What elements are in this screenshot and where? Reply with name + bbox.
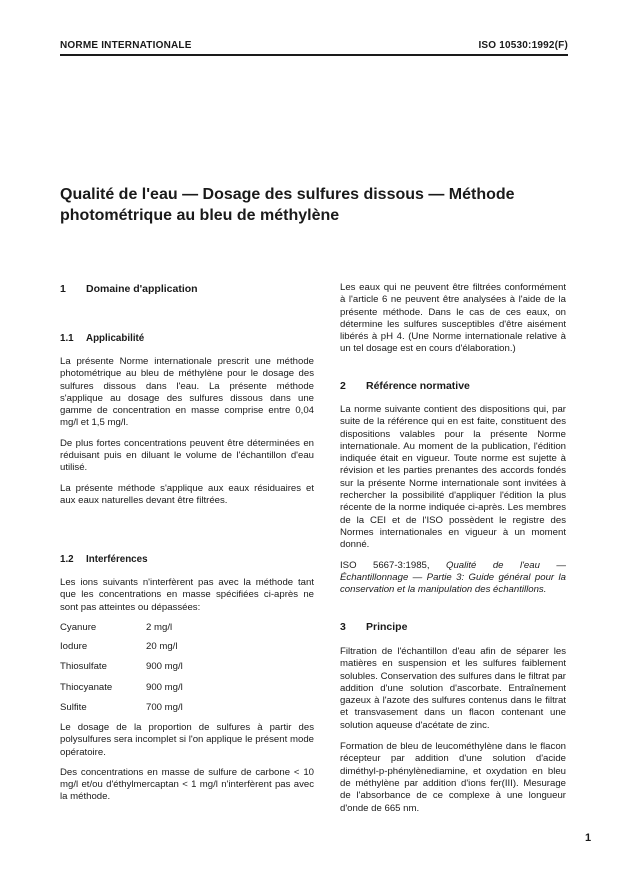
- section-1-heading: [60, 283, 198, 295]
- limit-value: 900 mg/l: [146, 682, 183, 693]
- header-standard-number: ISO 10530:1992(F): [478, 40, 568, 51]
- section-1-1-number: 1.1: [60, 333, 74, 344]
- document-title: [60, 184, 570, 226]
- section-1-1-body: [60, 356, 314, 507]
- section-1-2-title: Interférences: [86, 554, 148, 565]
- section-3-number: 3: [340, 621, 346, 633]
- page-number: 1: [585, 832, 592, 844]
- principle-paragraph-1: Filtration de l'échantillon d'eau afin de séparer les matières en suspension et les sulfures faiblement solubles. Conservation des sulfures dans le filtrat par addition d'une solution d'ascorbate. Entraînement gazeux à l'azote des sulfures contenus dans le filtrat et transvasement dans un flacon contenant une solution aqueuse d'acétate de zinc.: [340, 646, 566, 731]
- polysulfide-note: Le dosage de la proportion de sulfures à partir des polysulfures sera incomplet si l'on applique le présent mode opératoire.: [60, 722, 314, 758]
- section-1-2-number: 1.2: [60, 554, 74, 565]
- principle-paragraph-2: Formation de bleu de leucométhylène dans le flacon récepteur par addition d'une solution d'acide diméthyl-p-phénylènediamine, et oxydation en bleu de méthylène par addition d'ions fer(III). Mesurage de l'absorbance de ce complexe à une longueur d'onde de 665 nm.: [340, 741, 566, 814]
- limit-ion: Sulfite: [60, 702, 87, 713]
- interferences-notes: [60, 722, 314, 804]
- limit-ion: Cyanure: [60, 622, 97, 633]
- limit-value: 2 mg/l: [146, 622, 173, 633]
- unfilterable-waters-note: Les eaux qui ne peuvent être filtrées conformément à l'article 6 ne peuvent être analysées à l'aide de la présente méthode. Dans le cas de ces eaux, on détermine les sulfures susceptibles d'être aisément libérés à pH 4. (Une Norme internationale relative à un tel dosage est en cours d'élaboration.): [340, 282, 566, 355]
- title-line-2: photométrique au bleu de méthylène: [60, 207, 340, 224]
- normative-reference-entry: [340, 560, 566, 597]
- header-rule: [60, 54, 568, 56]
- section-2-body: [340, 404, 566, 596]
- normative-reference-paragraph: La norme suivante contient des dispositions qui, par suite de la référence qui en est faite, constituent des dispositions valables pour la présente Norme internationale. Au moment de la publication, l'édition indiquée était en vigueur. Toute norme est sujette à révision et les parties prenantes des accords fondés sur la présente Norme internationale sont invitées à rechercher la possibilité d'appliquer l'édition la plus récente de la norme indiquée ci-après. Les membres de la CEI et de l'ISO possèdent le registre des Normes internationales en vigueur à un moment donné.: [340, 404, 566, 551]
- section-2-number: 2: [340, 380, 346, 392]
- reference-title: Qualité de l'eau — Échantillonnage — Partie 3: Guide général pour la conservation et la manipulation des échantillons.: [340, 559, 566, 596]
- section-2-heading: [340, 380, 470, 392]
- section-3-heading: [340, 621, 407, 633]
- interferences-intro-block: [60, 577, 314, 614]
- limit-ion: Thiosulfate: [60, 661, 107, 672]
- section-1-2-heading: [60, 554, 148, 565]
- applicability-paragraph-1: La présente Norme internationale prescrit une méthode photométrique au bleu de méthylène pour le dosage des sulfures dissous dans l'eau. La présente méthode s'applique au dosage des sulfures dissous dans une gamme de concentration en masse comprise entre 0,04 mg/l et 1,5 mg/l.: [60, 356, 314, 429]
- limit-value: 700 mg/l: [146, 702, 183, 713]
- reference-code: ISO 5667-3:1985,: [340, 559, 430, 571]
- section-1-number: 1: [60, 283, 66, 295]
- header-standard-type: NORME INTERNATIONALE: [60, 40, 192, 51]
- scope-continuation: [340, 282, 566, 356]
- applicability-paragraph-2: De plus fortes concentrations peuvent être déterminées en réduisant puis en diluant le volume de l'échantillon d'eau utilisé.: [60, 437, 314, 474]
- carbon-disulfide-note: Des concentrations en masse de sulfure de carbone < 10 mg/l et/ou d'éthylmercaptan < 1 mg/l n'interfèrent pas avec la méthode.: [60, 766, 314, 803]
- interferences-intro: Les ions suivants n'interfèrent pas avec la méthode tant que les concentrations en masse spécifiées ci-après ne sont pas atteintes ou dépassées:: [60, 577, 314, 613]
- section-3-body: [340, 646, 566, 815]
- limit-value: 20 mg/l: [146, 641, 178, 652]
- section-3-title: Principe: [366, 621, 408, 633]
- title-line-1: Qualité de l'eau — Dosage des sulfures dissous — Méthode: [60, 186, 515, 203]
- limit-ion: Iodure: [60, 641, 88, 652]
- section-1-1-title: Applicabilité: [86, 333, 145, 344]
- section-2-title: Référence normative: [366, 380, 470, 392]
- limit-value: 900 mg/l: [146, 661, 183, 672]
- limit-ion: Thiocyanate: [60, 682, 113, 693]
- applicability-paragraph-3: La présente méthode s'applique aux eaux résiduaires et aux eaux naturelles devant être filtrées.: [60, 482, 314, 506]
- section-1-title: Domaine d'application: [86, 283, 198, 295]
- section-1-1-heading: [60, 333, 144, 344]
